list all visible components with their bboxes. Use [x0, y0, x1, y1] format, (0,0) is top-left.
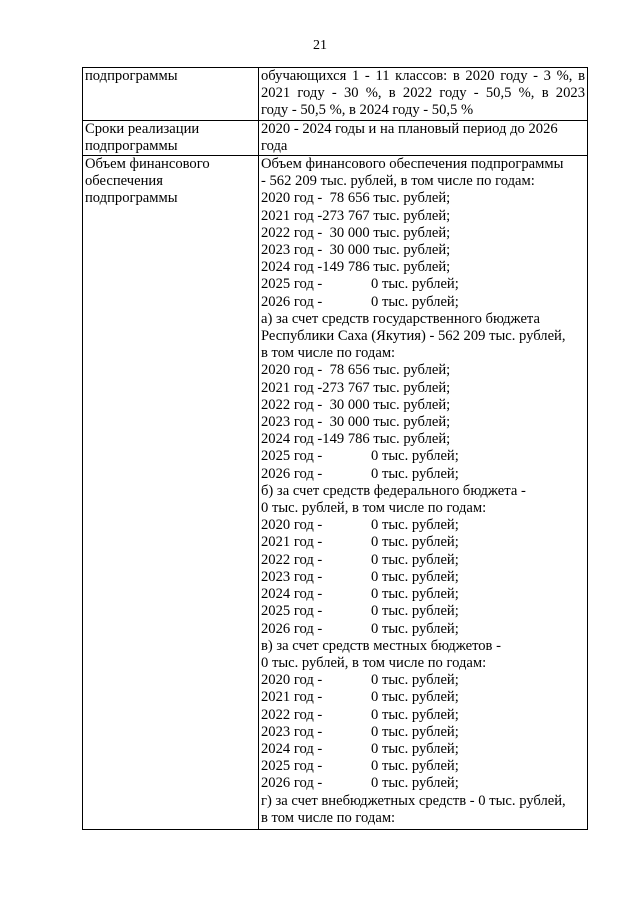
funding-year-line: [261, 225, 585, 242]
year-amount: 0 тыс. рублей;: [371, 706, 459, 723]
funding-year-line: [261, 741, 585, 758]
text-line: 2020 - 2024 годы и на плановый период до 2026: [261, 120, 558, 137]
text-line: 0 тыс. рублей, в том числе по годам:: [261, 500, 487, 517]
row-value-cell: [259, 120, 588, 155]
funding-year-line: [261, 775, 585, 792]
year-amount: 0 тыс. рублей;: [371, 517, 459, 534]
row-label-line: Объем финансового: [85, 156, 210, 173]
year-label: 2024 год -: [261, 740, 323, 757]
funding-year-line: [261, 362, 585, 379]
year-amount: 0 тыс. рублей;: [371, 603, 459, 620]
funding-year-line: [261, 466, 585, 483]
row-label-line: обеспечения: [85, 173, 163, 190]
text-line: 0 тыс. рублей, в том числе по годам:: [261, 654, 487, 671]
funding-year-line: [261, 621, 585, 638]
year-amount: 149 786 тыс. рублей;: [322, 259, 451, 276]
year-amount: 0 тыс. рублей;: [371, 586, 459, 603]
funding-year-line: [261, 448, 585, 465]
text-line: - 562 209 тыс. рублей, в том числе по годам:: [261, 173, 535, 190]
year-amount: 0 тыс. рублей;: [371, 551, 459, 568]
year-amount: 0 тыс. рублей;: [371, 672, 459, 689]
year-label: 2023 год -: [261, 568, 323, 585]
year-label: 2022 год -: [261, 706, 323, 723]
funding-year-line: [261, 552, 585, 569]
year-label: 2024 год -: [261, 259, 323, 276]
year-amount: 30 000 тыс. рублей;: [322, 224, 451, 241]
funding-year-line: [261, 586, 585, 603]
text-line: Республики Саха (Якутия) - 562 209 тыс. рублей,: [261, 328, 566, 345]
table-row: [83, 68, 588, 121]
funding-year-line: [261, 758, 585, 775]
funding-year-line: [261, 294, 585, 311]
year-amount: 30 000 тыс. рублей;: [322, 242, 451, 259]
text-line: году - 50,5 %, в 2024 году - 50,5 %: [261, 102, 474, 119]
year-label: 2020 год -: [261, 362, 323, 379]
funding-year-line: [261, 190, 585, 207]
funding-year-line: [261, 380, 585, 397]
year-label: 2021 год -: [261, 207, 323, 224]
funding-year-line: [261, 534, 585, 551]
year-label: 2023 год -: [261, 414, 323, 431]
funding-year-line: [261, 707, 585, 724]
text-line: Объем финансового обеспечения подпрограммы: [261, 156, 564, 173]
funding-year-line: [261, 689, 585, 706]
year-label: 2024 год -: [261, 431, 323, 448]
funding-year-line: [261, 569, 585, 586]
year-label: 2026 год -: [261, 620, 323, 637]
text-line: б) за счет средств федерального бюджета -: [261, 482, 526, 499]
year-amount: 0 тыс. рублей;: [371, 465, 459, 482]
funding-year-line: [261, 517, 585, 534]
year-label: 2021 год -: [261, 379, 323, 396]
funding-year-list: [261, 517, 585, 637]
row-label-line: Сроки реализации: [85, 120, 200, 137]
funding-year-line: [261, 672, 585, 689]
year-amount: 0 тыс. рублей;: [371, 293, 459, 310]
year-amount: 0 тыс. рублей;: [371, 689, 459, 706]
row-label-line: подпрограммы: [85, 68, 178, 84]
year-label: 2023 год -: [261, 242, 323, 259]
row-label-cell: [83, 156, 259, 830]
year-amount: 0 тыс. рублей;: [371, 448, 459, 465]
year-amount: 78 656 тыс. рублей;: [322, 190, 451, 207]
year-label: 2021 год -: [261, 689, 323, 706]
text-line: в том числе по годам:: [261, 809, 396, 826]
funding-year-line: [261, 603, 585, 620]
row-label-cell: [83, 68, 259, 121]
funding-year-line: [261, 431, 585, 448]
year-label: 2023 год -: [261, 723, 323, 740]
year-label: 2020 год -: [261, 672, 323, 689]
year-label: 2021 год -: [261, 534, 323, 551]
year-amount: 149 786 тыс. рублей;: [322, 431, 451, 448]
row-label-line: подпрограммы: [85, 137, 178, 154]
year-amount: 0 тыс. рублей;: [371, 534, 459, 551]
page-number: 21: [313, 38, 327, 53]
year-amount: 0 тыс. рублей;: [371, 620, 459, 637]
text-line: года: [261, 137, 288, 154]
funding-year-line: [261, 208, 585, 225]
year-label: 2020 год -: [261, 190, 323, 207]
year-label: 2022 год -: [261, 551, 323, 568]
year-label: 2026 год -: [261, 293, 323, 310]
row-label-cell: [83, 120, 259, 155]
year-amount: 0 тыс. рублей;: [371, 775, 459, 792]
text-line: в том числе по годам:: [261, 345, 396, 362]
year-amount: 0 тыс. рублей;: [371, 723, 459, 740]
year-label: 2026 год -: [261, 465, 323, 482]
year-label: 2022 год -: [261, 224, 323, 241]
year-amount: 78 656 тыс. рублей;: [322, 362, 451, 379]
funding-year-line: [261, 724, 585, 741]
year-amount: 0 тыс. рублей;: [371, 568, 459, 585]
funding-year-line: [261, 414, 585, 431]
year-amount: 0 тыс. рублей;: [371, 740, 459, 757]
year-amount: 0 тыс. рублей;: [371, 758, 459, 775]
year-label: 2024 год -: [261, 586, 323, 603]
year-amount: 273 767 тыс. рублей;: [322, 379, 451, 396]
year-label: 2025 год -: [261, 276, 323, 293]
year-label: 2020 год -: [261, 517, 323, 534]
funding-cell: [259, 156, 588, 830]
year-amount: 0 тыс. рублей;: [371, 276, 459, 293]
funding-year-line: [261, 259, 585, 276]
funding-year-line: [261, 276, 585, 293]
row-label-line: подпрограммы: [85, 190, 178, 207]
year-amount: 30 000 тыс. рублей;: [322, 396, 451, 413]
text-line: 2021 году - 30 %, в 2022 году - 50,5 %, в 2023: [261, 85, 585, 102]
funding-year-line: [261, 242, 585, 259]
year-label: 2025 год -: [261, 603, 323, 620]
row-value-cell: [259, 68, 588, 121]
funding-year-list: [261, 672, 585, 792]
text-line: в) за счет средств местных бюджетов -: [261, 637, 501, 654]
table-row: [83, 120, 588, 155]
text-line: г) за счет внебюджетных средств - 0 тыс. рублей,: [261, 792, 566, 809]
funding-year-line: [261, 397, 585, 414]
year-amount: 30 000 тыс. рублей;: [322, 414, 451, 431]
funding-year-list: [261, 362, 585, 482]
table-row: [83, 156, 588, 830]
year-label: 2026 год -: [261, 775, 323, 792]
text-line: а) за счет средств государственного бюджета: [261, 310, 540, 327]
year-label: 2022 год -: [261, 396, 323, 413]
year-label: 2025 год -: [261, 448, 323, 465]
year-amount: 273 767 тыс. рублей;: [322, 207, 451, 224]
text-line: обучающихся 1 - 11 классов: в 2020 году - 3 %, в: [261, 68, 585, 84]
funding-year-list: [261, 190, 585, 310]
program-passport-table: [82, 67, 588, 830]
year-label: 2025 год -: [261, 758, 323, 775]
